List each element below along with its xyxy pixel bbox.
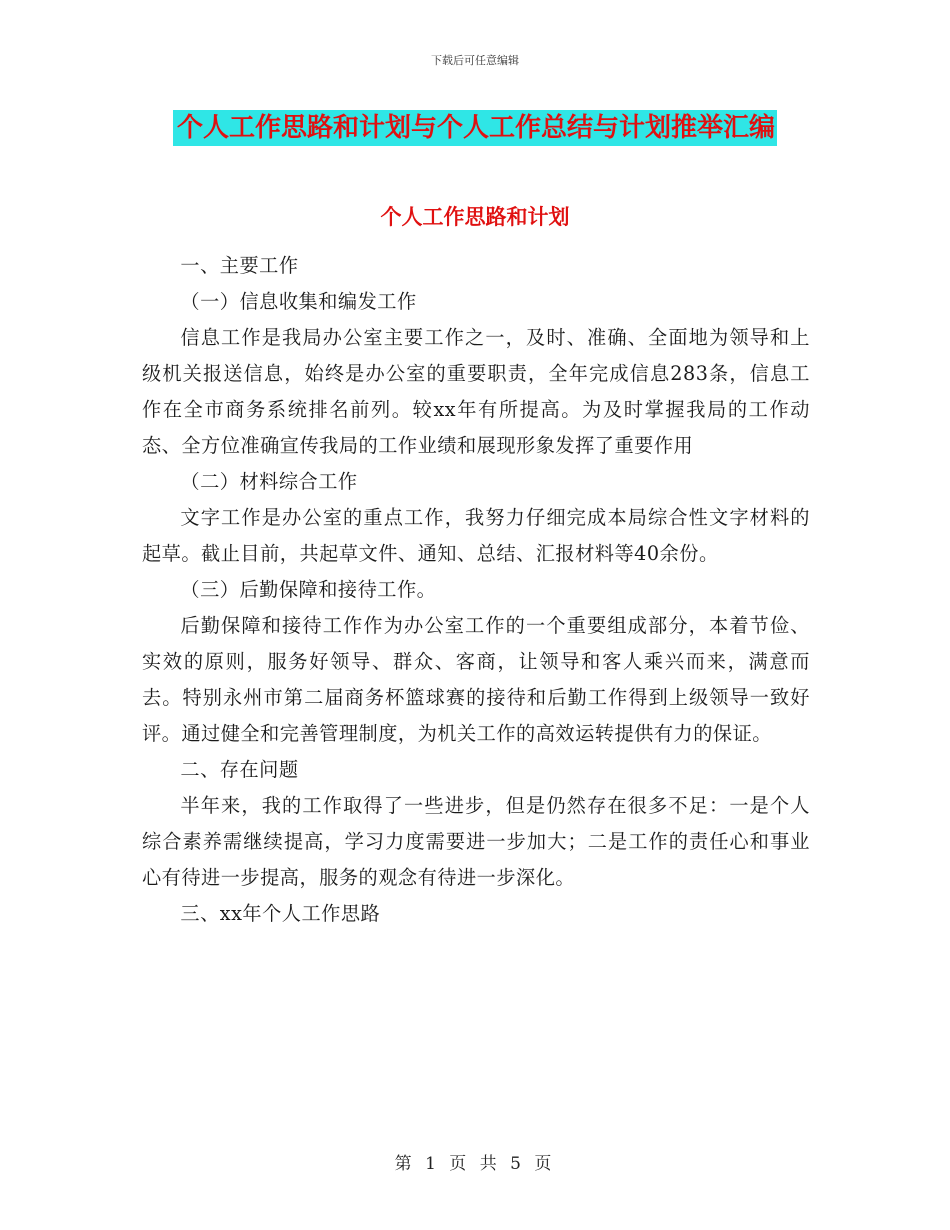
- main-title-container: [0, 110, 950, 146]
- subheading-materials: （二）材料综合工作: [180, 470, 358, 493]
- document-body: [142, 248, 810, 932]
- paragraph-logistics: 后勤保障和接待工作作为办公室工作的一个重要组成部分，本着节俭、实效的原则，服务好领导、群众、客商，让领导和客人乘兴而来，满意而去。特别永州市第二届商务杯篮球赛的接待和后勤工作得到上级领导一致好评。通过健全和完善管理制度，为机关工作的高效运转提供有力的保证。: [142, 614, 810, 745]
- subheading-logistics: （三）后勤保障和接待工作。: [180, 578, 437, 601]
- subheading-info-collection: （一）信息收集和编发工作: [180, 290, 417, 313]
- section-title: 个人工作思路和计划: [380, 204, 570, 229]
- paragraph-problems: 半年来，我的工作取得了一些进步，但是仍然存在很多不足：一是个人综合素养需继续提高，学习力度需要进一步加大；二是工作的责任心和事业心有待进一步提高，服务的观念有待进一步深化。: [142, 794, 810, 889]
- page-header-note: 下载后可任意编辑: [431, 54, 519, 67]
- page-number: 第 1 页 共 5 页: [394, 1154, 556, 1174]
- heading-work-plan: 三、xx年个人工作思路: [180, 902, 381, 925]
- paragraph-materials: 文字工作是办公室的重点工作，我努力仔细完成本局综合性文字材料的起草。截止目前，共起草文件、通知、总结、汇报材料等40余份。: [142, 506, 810, 565]
- main-title: 个人工作思路和计划与个人工作总结与计划推举汇编: [173, 110, 777, 146]
- heading-problems: 二、存在问题: [180, 758, 299, 781]
- heading-main-work: 一、主要工作: [180, 254, 299, 277]
- paragraph-info-work: 信息工作是我局办公室主要工作之一，及时、准确、全面地为领导和上级机关报送信息，始终是办公室的重要职责，全年完成信息283条，信息工作在全市商务系统排名前列。较xx年有所提高。为及时掌握我局的工作动态、全方位准确宣传我局的工作业绩和展现形象发挥了重要作用: [142, 326, 810, 457]
